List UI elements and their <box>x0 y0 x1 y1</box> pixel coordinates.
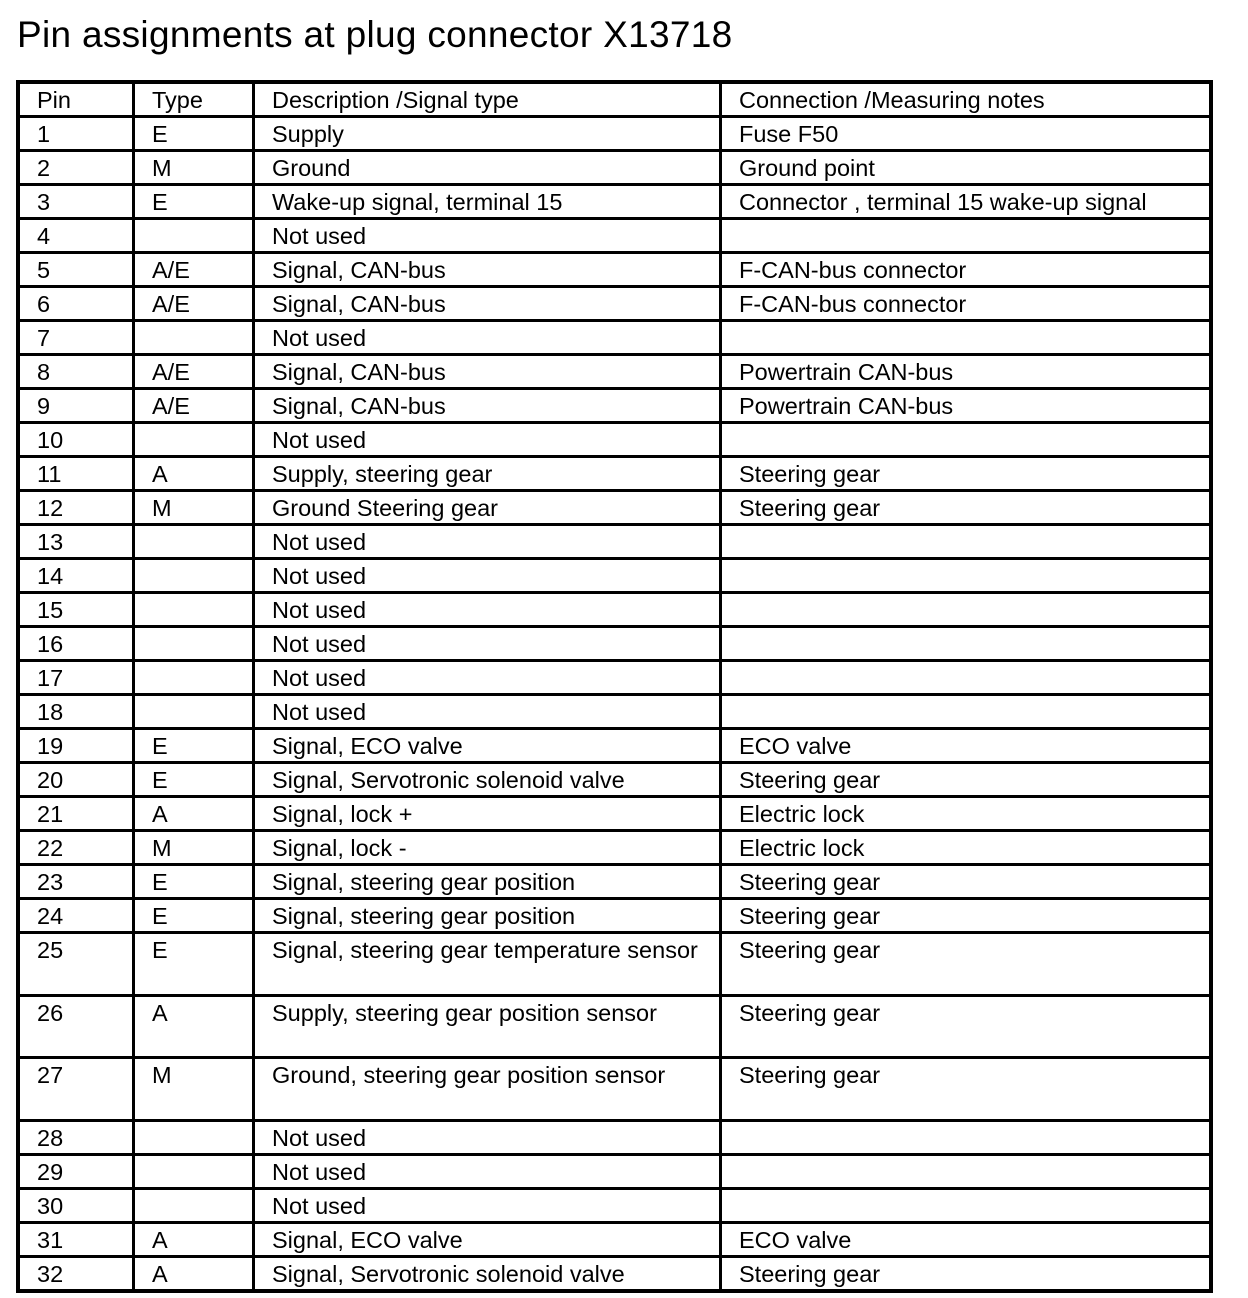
description-cell: Ground <box>254 151 721 185</box>
connection-cell: Connector , terminal 15 wake-up signal <box>721 185 1212 219</box>
connection-cell <box>721 1120 1212 1154</box>
connection-cell: Steering gear <box>721 995 1212 1058</box>
table-row <box>18 1222 1211 1256</box>
pin-cell: 26 <box>18 995 134 1058</box>
table-row <box>18 253 1211 287</box>
connection-cell: Steering gear <box>721 1058 1212 1121</box>
page-title: Pin assignments at plug connector X13718 <box>17 14 733 55</box>
connection-cell <box>721 219 1212 253</box>
description-cell: Not used <box>254 661 721 695</box>
connection-cell: Electric lock <box>721 797 1212 831</box>
pin-cell: 1 <box>18 117 134 151</box>
type-cell: E <box>134 117 254 151</box>
header-type: Type <box>134 82 254 117</box>
connection-cell <box>721 525 1212 559</box>
connection-cell: Steering gear <box>721 457 1212 491</box>
description-cell: Not used <box>254 627 721 661</box>
pin-cell: 10 <box>18 423 134 457</box>
pin-cell: 7 <box>18 321 134 355</box>
type-cell <box>134 525 254 559</box>
connection-cell: Steering gear <box>721 1256 1212 1291</box>
description-cell: Signal, ECO valve <box>254 729 721 763</box>
description-cell: Signal, steering gear position <box>254 899 721 933</box>
connection-cell: Powertrain CAN-bus <box>721 355 1212 389</box>
table-row <box>18 1154 1211 1188</box>
pin-assignment-table <box>16 80 1213 1293</box>
type-cell: M <box>134 1058 254 1121</box>
description-cell: Signal, steering gear temperature sensor <box>254 933 721 996</box>
type-cell: M <box>134 831 254 865</box>
description-cell: Supply, steering gear <box>254 457 721 491</box>
type-cell: E <box>134 729 254 763</box>
header-description: Description /Signal type <box>254 82 721 117</box>
type-cell: A <box>134 797 254 831</box>
connection-cell <box>721 1188 1212 1222</box>
description-cell: Signal, ECO valve <box>254 1222 721 1256</box>
type-cell: A <box>134 1256 254 1291</box>
connection-cell <box>721 627 1212 661</box>
description-cell: Supply <box>254 117 721 151</box>
type-cell: A/E <box>134 253 254 287</box>
description-cell: Not used <box>254 321 721 355</box>
connection-cell <box>721 1154 1212 1188</box>
connection-cell: Steering gear <box>721 865 1212 899</box>
table-row <box>18 491 1211 525</box>
type-cell: M <box>134 151 254 185</box>
table-row <box>18 321 1211 355</box>
description-cell: Not used <box>254 1154 721 1188</box>
description-cell: Signal, CAN-bus <box>254 253 721 287</box>
description-cell: Not used <box>254 525 721 559</box>
description-cell: Signal, CAN-bus <box>254 355 721 389</box>
pin-cell: 28 <box>18 1120 134 1154</box>
type-cell <box>134 1120 254 1154</box>
pin-cell: 17 <box>18 661 134 695</box>
pin-cell: 31 <box>18 1222 134 1256</box>
table-row <box>18 899 1211 933</box>
table-header-row <box>18 82 1211 117</box>
table-row <box>18 593 1211 627</box>
connection-cell: Fuse F50 <box>721 117 1212 151</box>
connection-cell <box>721 695 1212 729</box>
connection-cell <box>721 423 1212 457</box>
table-row <box>18 1058 1211 1121</box>
header-connection: Connection /Measuring notes <box>721 82 1212 117</box>
pin-cell: 23 <box>18 865 134 899</box>
pin-cell: 20 <box>18 763 134 797</box>
description-cell: Signal, CAN-bus <box>254 389 721 423</box>
pin-cell: 5 <box>18 253 134 287</box>
table-row <box>18 627 1211 661</box>
table-row <box>18 219 1211 253</box>
type-cell <box>134 661 254 695</box>
description-cell: Not used <box>254 1120 721 1154</box>
table-row <box>18 1188 1211 1222</box>
table-row <box>18 151 1211 185</box>
connection-cell <box>721 321 1212 355</box>
description-cell: Signal, steering gear position <box>254 865 721 899</box>
pin-cell: 9 <box>18 389 134 423</box>
type-cell: E <box>134 763 254 797</box>
type-cell <box>134 559 254 593</box>
pin-cell: 6 <box>18 287 134 321</box>
table-row <box>18 117 1211 151</box>
table-row <box>18 1256 1211 1291</box>
table-row <box>18 389 1211 423</box>
pin-cell: 32 <box>18 1256 134 1291</box>
pin-cell: 16 <box>18 627 134 661</box>
connection-cell: ECO valve <box>721 1222 1212 1256</box>
connection-cell <box>721 661 1212 695</box>
type-cell <box>134 321 254 355</box>
connection-cell <box>721 559 1212 593</box>
type-cell <box>134 423 254 457</box>
pin-cell: 18 <box>18 695 134 729</box>
pin-cell: 13 <box>18 525 134 559</box>
table-row <box>18 695 1211 729</box>
pin-cell: 19 <box>18 729 134 763</box>
connection-cell: Ground point <box>721 151 1212 185</box>
description-cell: Wake-up signal, terminal 15 <box>254 185 721 219</box>
connection-cell: Steering gear <box>721 933 1212 996</box>
table-row <box>18 865 1211 899</box>
pin-cell: 25 <box>18 933 134 996</box>
table-row <box>18 933 1211 996</box>
connection-cell: Steering gear <box>721 491 1212 525</box>
table-row <box>18 287 1211 321</box>
type-cell <box>134 1188 254 1222</box>
description-cell: Not used <box>254 1188 721 1222</box>
type-cell: A <box>134 995 254 1058</box>
connection-cell: ECO valve <box>721 729 1212 763</box>
table-row <box>18 797 1211 831</box>
description-cell: Signal, Servotronic solenoid valve <box>254 763 721 797</box>
pin-cell: 3 <box>18 185 134 219</box>
type-cell: A <box>134 457 254 491</box>
type-cell: M <box>134 491 254 525</box>
type-cell: E <box>134 899 254 933</box>
type-cell: A/E <box>134 355 254 389</box>
table-row <box>18 1120 1211 1154</box>
type-cell: E <box>134 865 254 899</box>
type-cell: A <box>134 1222 254 1256</box>
description-cell: Not used <box>254 219 721 253</box>
description-cell: Not used <box>254 695 721 729</box>
type-cell <box>134 593 254 627</box>
table-row <box>18 559 1211 593</box>
connection-cell: F-CAN-bus connector <box>721 253 1212 287</box>
description-cell: Not used <box>254 559 721 593</box>
description-cell: Signal, Servotronic solenoid valve <box>254 1256 721 1291</box>
type-cell: E <box>134 185 254 219</box>
description-cell: Ground Steering gear <box>254 491 721 525</box>
description-cell: Ground, steering gear position sensor <box>254 1058 721 1121</box>
table-row <box>18 729 1211 763</box>
table-row <box>18 355 1211 389</box>
type-cell: A/E <box>134 389 254 423</box>
type-cell: A/E <box>134 287 254 321</box>
type-cell <box>134 627 254 661</box>
description-cell: Signal, lock + <box>254 797 721 831</box>
pin-cell: 29 <box>18 1154 134 1188</box>
connection-cell: Steering gear <box>721 899 1212 933</box>
pin-cell: 11 <box>18 457 134 491</box>
type-cell <box>134 219 254 253</box>
connection-cell: Steering gear <box>721 763 1212 797</box>
table-row <box>18 525 1211 559</box>
pin-cell: 12 <box>18 491 134 525</box>
description-cell: Signal, lock - <box>254 831 721 865</box>
description-cell: Signal, CAN-bus <box>254 287 721 321</box>
pin-cell: 14 <box>18 559 134 593</box>
pin-cell: 30 <box>18 1188 134 1222</box>
pin-cell: 4 <box>18 219 134 253</box>
pin-cell: 15 <box>18 593 134 627</box>
pin-cell: 2 <box>18 151 134 185</box>
table-row <box>18 831 1211 865</box>
connection-cell: F-CAN-bus connector <box>721 287 1212 321</box>
table-row <box>18 995 1211 1058</box>
type-cell <box>134 695 254 729</box>
description-cell: Not used <box>254 593 721 627</box>
pin-cell: 22 <box>18 831 134 865</box>
type-cell: E <box>134 933 254 996</box>
pin-cell: 21 <box>18 797 134 831</box>
connection-cell: Powertrain CAN-bus <box>721 389 1212 423</box>
table-row <box>18 423 1211 457</box>
table-row <box>18 457 1211 491</box>
pin-cell: 8 <box>18 355 134 389</box>
table-row <box>18 185 1211 219</box>
description-cell: Not used <box>254 423 721 457</box>
connection-cell: Electric lock <box>721 831 1212 865</box>
header-pin: Pin <box>18 82 134 117</box>
connection-cell <box>721 593 1212 627</box>
type-cell <box>134 1154 254 1188</box>
pin-cell: 27 <box>18 1058 134 1121</box>
pin-cell: 24 <box>18 899 134 933</box>
description-cell: Supply, steering gear position sensor <box>254 995 721 1058</box>
table-row <box>18 763 1211 797</box>
table-row <box>18 661 1211 695</box>
